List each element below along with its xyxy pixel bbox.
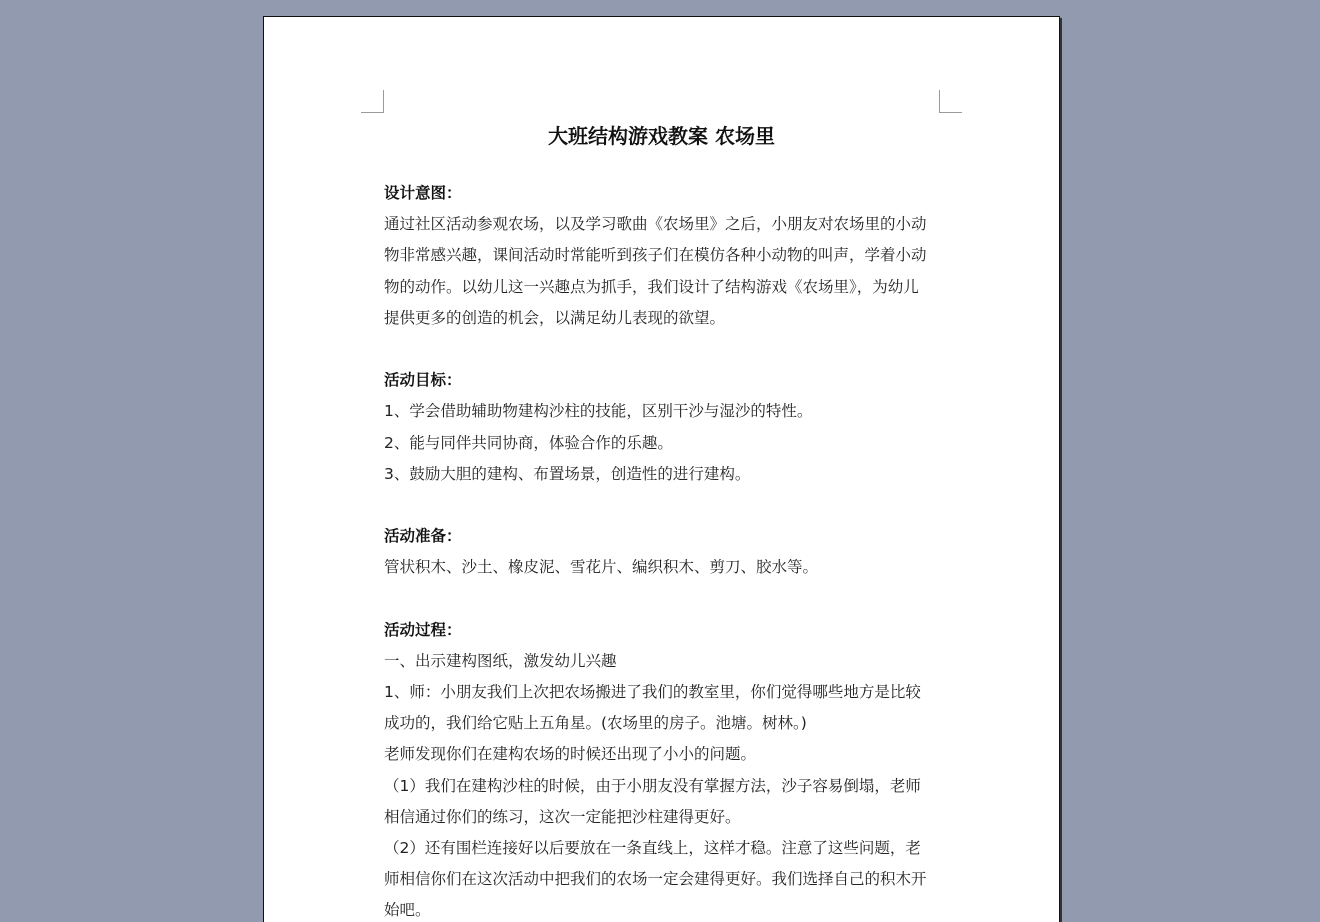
blank-line [384, 583, 940, 614]
paragraph-line: 1、师：小朋友我们上次把农场搬进了我们的教室里，你们觉得哪些地方是比较 [384, 683, 921, 701]
paragraph-line: （2）还有围栏连接好以后要放在一条直线上，这样才稳。注意了这些问题，老 [384, 838, 921, 857]
crop-mark-top-left [361, 90, 384, 113]
paragraph-line: 成功的，我们给它贴上五角星。(农场里的房子。池塘。树林。) [384, 714, 807, 733]
list-item: 1、学会借助辅助物建构沙柱的技能，区别干沙与湿沙的特性。 [384, 402, 813, 421]
document-body [384, 178, 940, 922]
paragraph-line: 物非常感兴趣，课间活动时常能听到孩子们在模仿各种小动物的叫声，学着小动 [384, 246, 927, 265]
paragraph-line: 提供更多的创造的机会，以满足幼儿表现的欲望。 [384, 308, 726, 327]
crop-mark-top-right [939, 90, 962, 113]
list-item: 2、能与同伴共同协商，体验合作的乐趣。 [384, 433, 673, 452]
paragraph-line: 物的动作。以幼儿这一兴趣点为抓手，我们设计了结构游戏《农场里》，为幼儿 [384, 277, 919, 296]
section-heading-activity-process: 活动过程： [384, 620, 462, 639]
paragraph-line: （1）我们在建构沙柱的时候，由于小朋友没有掌握方法，沙子容易倒塌，老师 [384, 776, 921, 795]
document-title: 大班结构游戏教案 农场里 [548, 124, 775, 148]
section-heading-activity-preparation: 活动准备： [384, 527, 462, 546]
paragraph-line: 始吧。 [384, 901, 431, 920]
paragraph-line: 通过社区活动参观农场，以及学习歌曲《农场里》之后，小朋友对农场里的小动 [384, 215, 927, 234]
section-heading-activity-goals: 活动目标： [384, 371, 462, 390]
blank-line [384, 490, 940, 521]
blank-line [384, 334, 940, 365]
paragraph-line: 相信通过你们的练习，这次一定能把沙柱建得更好。 [384, 807, 741, 826]
paragraph-line: 老师发现你们在建构农场的时候还出现了小小的问题。 [384, 745, 757, 764]
paragraph-line: 管状积木、沙土、橡皮泥、雪花片、编织积木、剪刀、胶水等。 [384, 558, 819, 577]
section-heading-design-intent: 设计意图： [384, 184, 462, 202]
paragraph-line: 师相信你们在这次活动中把我们的农场一定会建得更好。我们选择自己的积木开 [384, 870, 927, 889]
document-page [263, 16, 1060, 922]
paragraph-line: 一、出示建构图纸，激发幼儿兴趣 [384, 651, 617, 670]
list-item: 3、鼓励大胆的建构、布置场景，创造性的进行建构。 [384, 464, 751, 483]
